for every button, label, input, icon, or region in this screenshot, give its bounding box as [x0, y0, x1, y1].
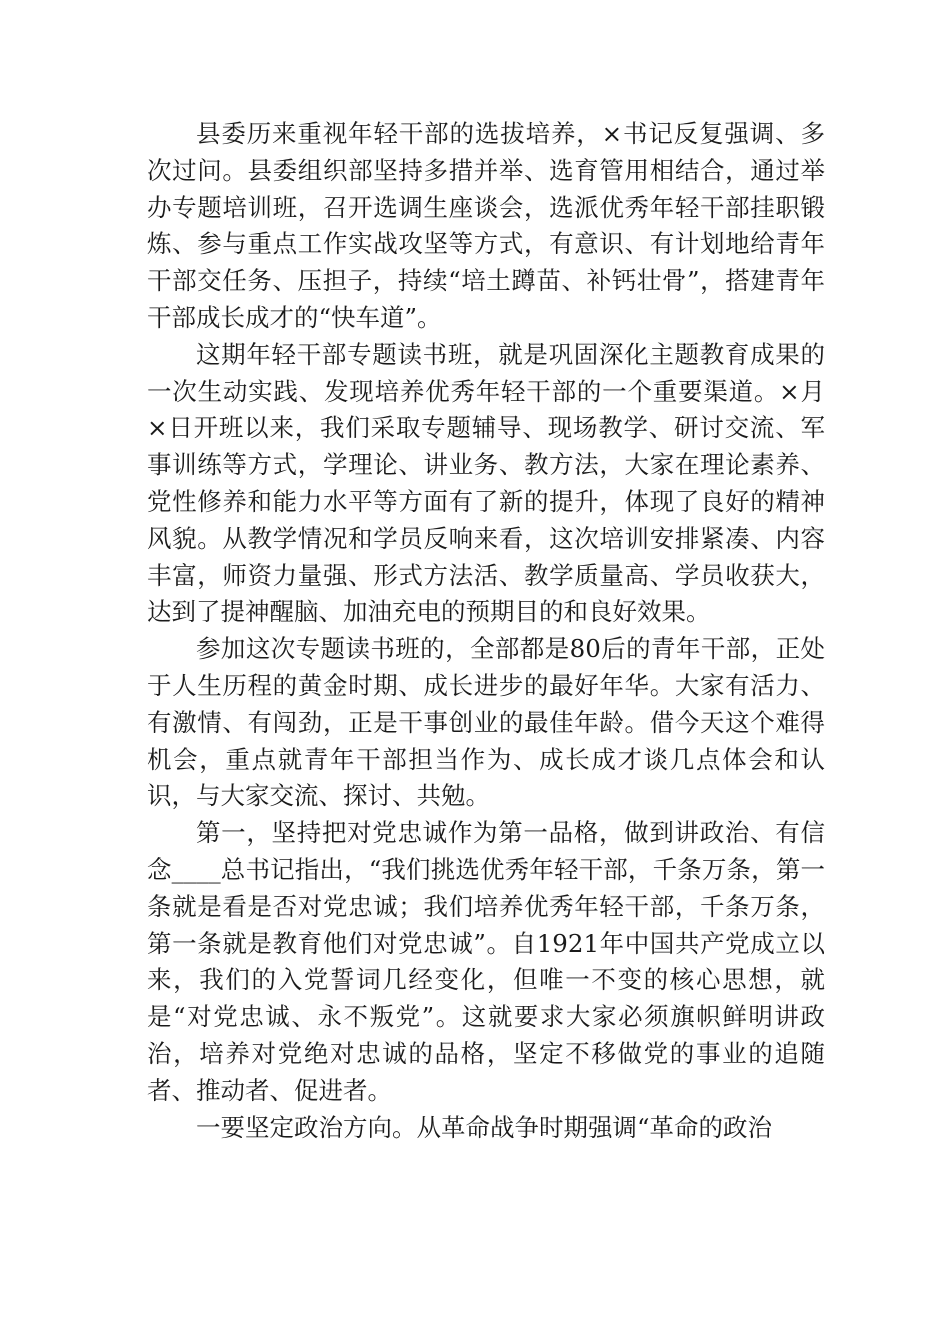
- paragraph-4: 第一，坚持把对党忠诚作为第一品格，做到讲政治、有信念____总书记指出，“我们挑选优秀年轻干部，千条万条，第一条就是看是否对党忠诚；我们培养优秀年轻干部，千条万条，第一条就是教育他们对党忠诚”。自1921年中国共产党成立以来，我们的入党誓词几经变化，但唯一不变的核心思想，就是“对党忠诚、永不叛党”。这就要求大家必须旗帜鲜明讲政治，培养对党绝对忠诚的品格，坚定不移做党的事业的追随者、推动者、促进者。: [147, 818, 825, 1105]
- paragraph-3: 参加这次专题读书班的，全部都是80后的青年干部，正处于人生历程的黄金时期、成长进步的最好年华。大家有活力、有激情、有闯劲，正是干事创业的最佳年龄。借今天这个难得机会，重点就青年干部担当作为、成长成才谈几点体会和认识，与大家交流、探讨、共勉。: [147, 634, 825, 811]
- paragraph-2: 这期年轻干部专题读书班，就是巩固深化主题教育成果的一次生动实践、发现培养优秀年轻干部的一个重要渠道。×月×日开班以来，我们采取专题辅导、现场教学、研讨交流、军事训练等方式，学理论、讲业务、教方法，大家在理论素养、党性修养和能力水平等方面有了新的提升，体现了良好的精神风貌。从教学情况和学员反响来看，这次培训安排紧凑、内容丰富，师资力量强、形式方法活、教学质量高、学员收获大，达到了提神醒脑、加油充电的预期目的和良好效果。: [147, 339, 825, 627]
- document-page: [147, 116, 825, 1146]
- paragraph-1: 县委历来重视年轻干部的选拔培养，×书记反复强调、多次过问。县委组织部坚持多措并举、选育管用相结合，通过举办专题培训班，召开选调生座谈会，选派优秀年轻干部挂职锻炼、参与重点工作实战攻坚等方式，有意识、有计划地给青年干部交任务、压担子，持续“培土蹲苗、补钙壮骨”，搭建青年干部成长成才的“快车道”。: [147, 119, 825, 332]
- paragraph-5: 一要坚定政治方向。从革命战争时期强调“革命的政治: [196, 1112, 773, 1142]
